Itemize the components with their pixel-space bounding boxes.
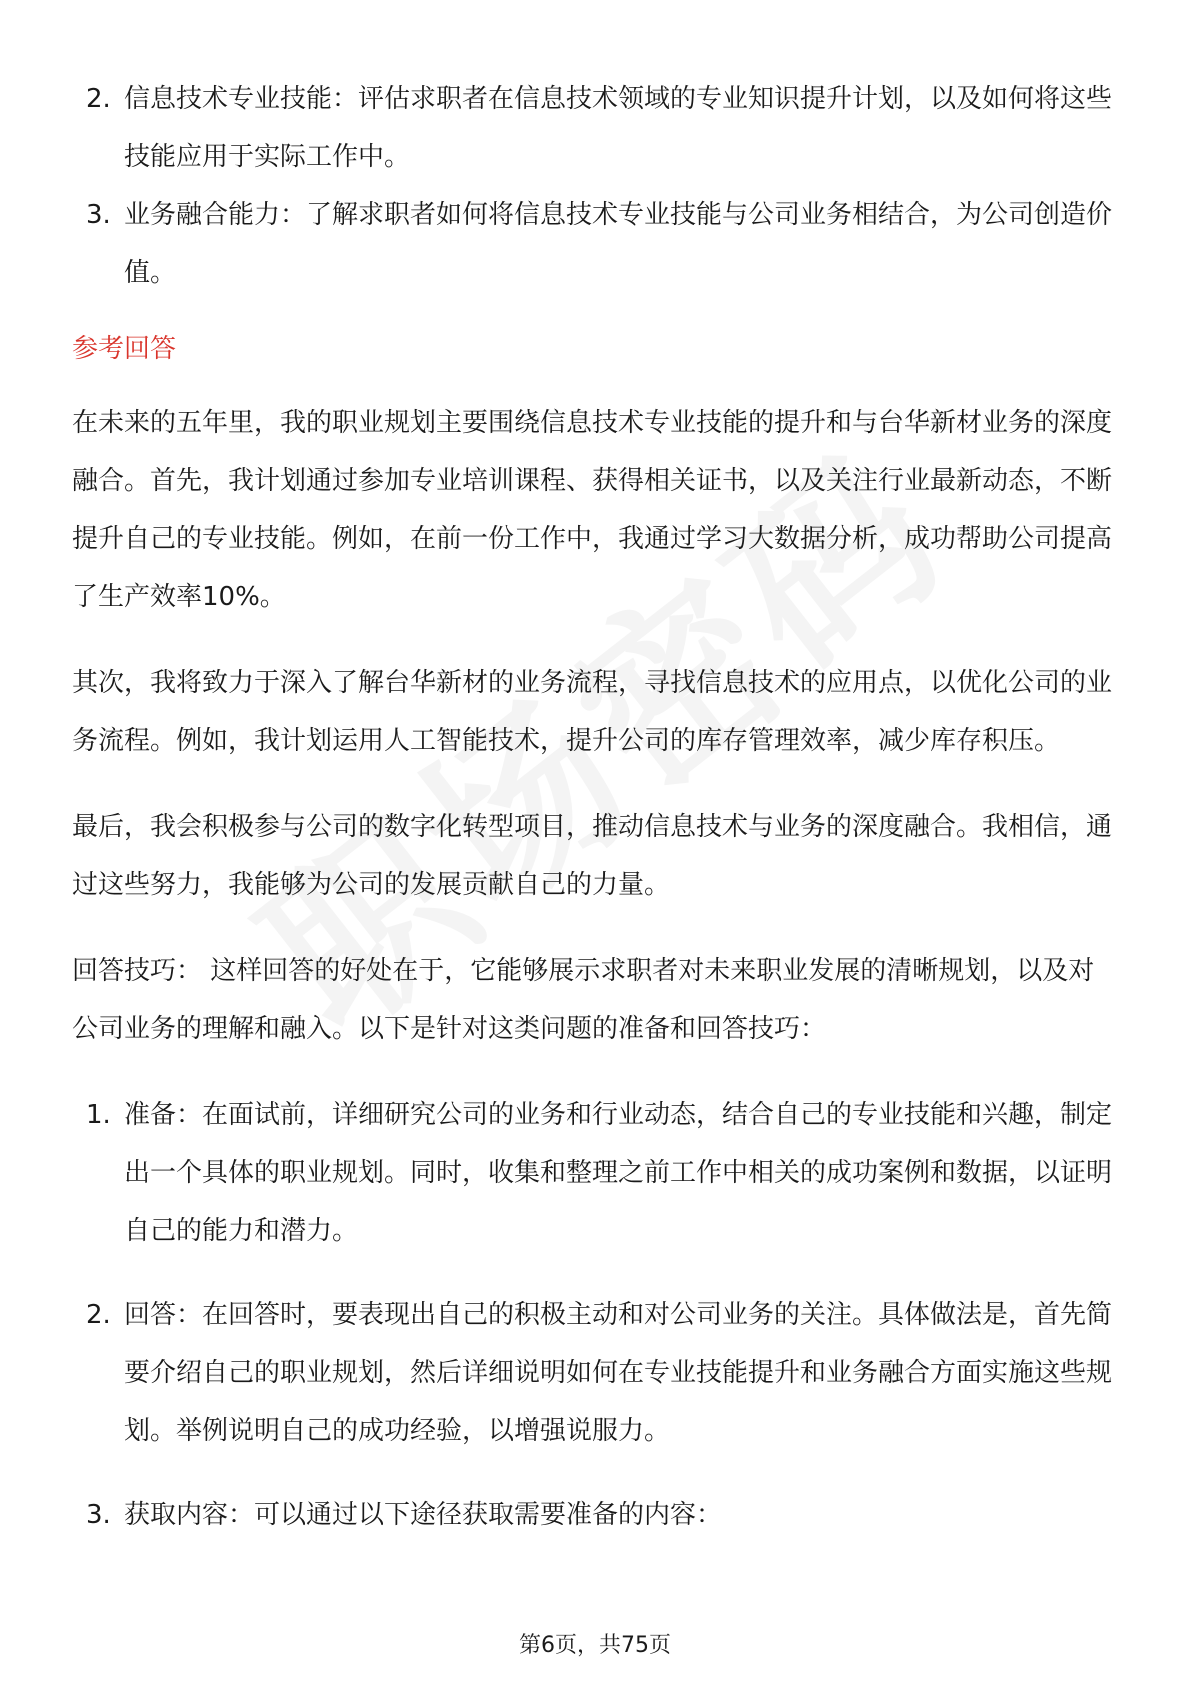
- list-item: [72, 1486, 1118, 1544]
- tips-list: [72, 1086, 1118, 1544]
- page-footer: 第6页，共75页: [519, 1633, 671, 1658]
- answer-paragraph: 最后，我会积极参与公司的数字化转型项目，推动信息技术与业务的深度融合。我相信，通过这些努力，我能够为公司的发展贡献自己的力量。: [72, 812, 1113, 900]
- answer-paragraph: 其次，我将致力于深入了解台华新材的业务流程，寻找信息技术的应用点，以优化公司的业务流程。例如，我计划运用人工智能技术，提升公司的库存管理效率，减少库存积压。: [72, 668, 1113, 756]
- list-number: 3.: [86, 200, 111, 230]
- page-content: [72, 70, 1118, 1570]
- list-text: 获取内容：可以通过以下途径获取需要准备的内容：: [124, 1500, 723, 1530]
- list-text: 回答：在回答时，要表现出自己的积极主动和对公司业务的关注。具体做法是，首先简要介绍自己的职业规划，然后详细说明如何在专业技能提升和业务融合方面实施这些规划。举例说明自己的成功经验，以增强说服力。: [124, 1300, 1113, 1446]
- list-number: 1.: [86, 1100, 111, 1130]
- list-item: [72, 1086, 1118, 1260]
- list-item: [72, 1286, 1118, 1460]
- list-number: 3.: [86, 1500, 111, 1530]
- list-item: [72, 70, 1118, 186]
- section-title: 参考回答: [72, 334, 177, 364]
- list-text: 业务融合能力：了解求职者如何将信息技术专业技能与公司业务相结合，为公司创造价值。: [124, 200, 1113, 288]
- list-text: 准备：在面试前，详细研究公司的业务和行业动态，结合自己的专业技能和兴趣，制定出一个具体的职业规划。同时，收集和整理之前工作中相关的成功案例和数据，以证明自己的能力和潜力。: [124, 1100, 1113, 1246]
- list-item: [72, 186, 1118, 302]
- list-number: 2.: [86, 84, 111, 114]
- tips-intro-paragraph: 回答技巧： 这样回答的好处在于，它能够展示求职者对未来职业发展的清晰规划，以及对公司业务的理解和融入。以下是针对这类问题的准备和回答技巧：: [72, 956, 1095, 1044]
- criteria-list: [72, 70, 1118, 302]
- list-text: 信息技术专业技能：评估求职者在信息技术领域的专业知识提升计划，以及如何将这些技能应用于实际工作中。: [124, 84, 1113, 172]
- list-number: 2.: [86, 1300, 111, 1330]
- answer-paragraph: 在未来的五年里，我的职业规划主要围绕信息技术专业技能的提升和与台华新材业务的深度融合。首先，我计划通过参加专业培训课程、获得相关证书，以及关注行业最新动态，不断提升自己的专业技能。例如，在前一份工作中，我通过学习大数据分析，成功帮助公司提高了生产效率10%。: [72, 408, 1113, 612]
